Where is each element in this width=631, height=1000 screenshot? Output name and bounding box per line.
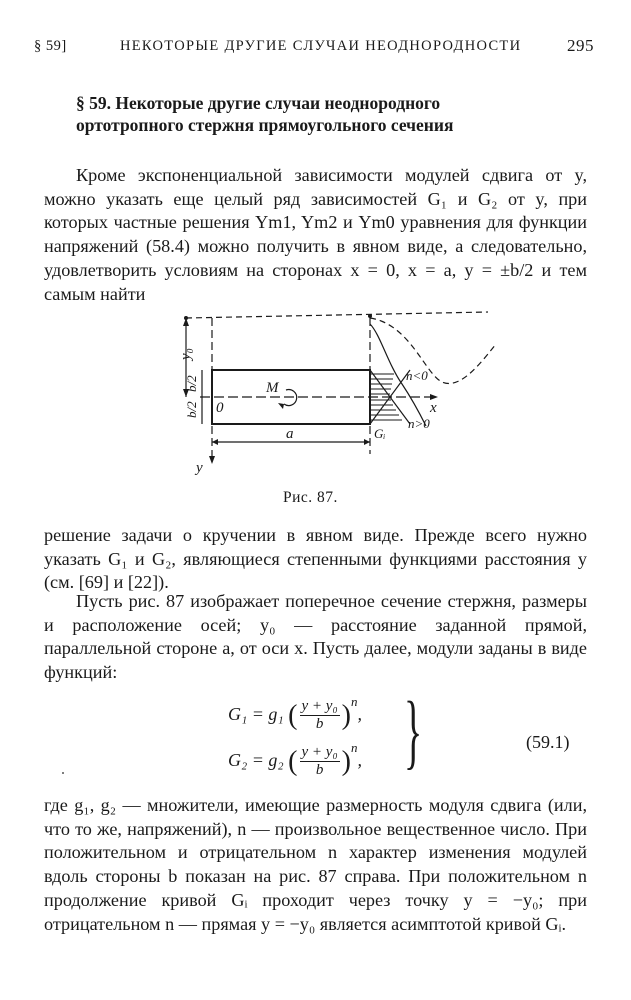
margin-dot [62,772,64,774]
paragraph-2: решение задачи о кручении в явном виде. Прежде всего нужно указать G₁ и G₂, являющиеся степенными функциями расстояния y (см. [69] и [22]). [44,525,587,593]
eq2-fraction [300,744,340,779]
figure-caption: Рис. 87. [283,489,338,506]
label-n-neg: n<0 [406,368,428,383]
section-title: § 59. Некоторые другие случаи неоднородного ортотропного стержня прямоугольного сечения [76,93,454,135]
eq1-denominator: b [315,716,324,733]
eq2-exponent: n [350,740,358,755]
paragraph-1: Кроме экспоненциальной зависимости модулей сдвига от y, можно указать еще целый ряд зависимостей G₁ и G₂ от y, при которых частные решения Ym1, Ym2 и Ym0 уравнения для функции напряжений (58.4) можно получить в явном виде, а следовательно, удовлетворить условиям на сторонах x = 0, x = a, y = ±b/2 и тем самым найти [44,165,587,304]
label-b2-top: b/2 [184,375,199,392]
label-origin: 0 [216,400,224,416]
page-number: 295 [567,36,594,55]
paragraph-4: где g₁, g₂ — множители, имеющие размерность модуля сдвига (или, что то же, напряжений), n — произвольное вещественное число. При положительном и отрицательном n характер изменения модулей вдоль стороны b показан на рис. 87 справа. При положительном n продолжение кривой Gᵢ проходит через точку y = −y₀; при отрицательном n — прямая y = −y₀ является асимптотой кривой Gᵢ. [44,795,587,934]
label-Gi: Gᵢ [374,426,386,441]
label-y0: y₀ [178,348,194,360]
eq2-denominator: b [315,762,324,779]
header-running-title: НЕКОТОРЫЕ ДРУГИЕ СЛУЧАИ НЕОДНОРОДНОСТИ [120,38,522,54]
equation-line-1: G₁ = g₁ ( $\frac{\text{y + y₀}}{b}$ )$^n$, [228,694,362,733]
eq1-exponent: n [350,694,358,709]
eq1-numerator: y + y₀ [301,698,338,715]
top-dashed-line [186,312,488,318]
eq1-fraction [300,698,340,733]
eq2-lhs: G₂ = g₂ [228,750,284,770]
right-brace: } [404,685,423,778]
label-x: x [430,400,437,416]
header-section-ref: § 59] [34,38,67,54]
label-moment: M [266,380,279,396]
label-a: a [286,426,294,442]
label-b2-bottom: b/2 [184,401,199,418]
label-y: y [196,460,203,476]
equation-number: (59.1) [526,732,570,752]
eq2-numerator: y + y₀ [301,744,338,761]
label-n-pos: n>0 [408,416,430,431]
figure-87 [180,304,500,486]
eq1-lhs: G₁ = g₁ [228,704,284,724]
equation-59-1 [228,685,428,790]
paragraph-3: Пусть рис. 87 изображает поперечное сечение стержня, размеры и расположение осей; y₀ — расстояние заданной прямой, параллельной стороне a, от оси x. Пусть далее, модули заданы в виде функций: [44,591,587,683]
equation-line-2: G₂ = g₂ ( $\frac{\text{y + y₀}}{b}$ )$^n$, [228,740,362,779]
